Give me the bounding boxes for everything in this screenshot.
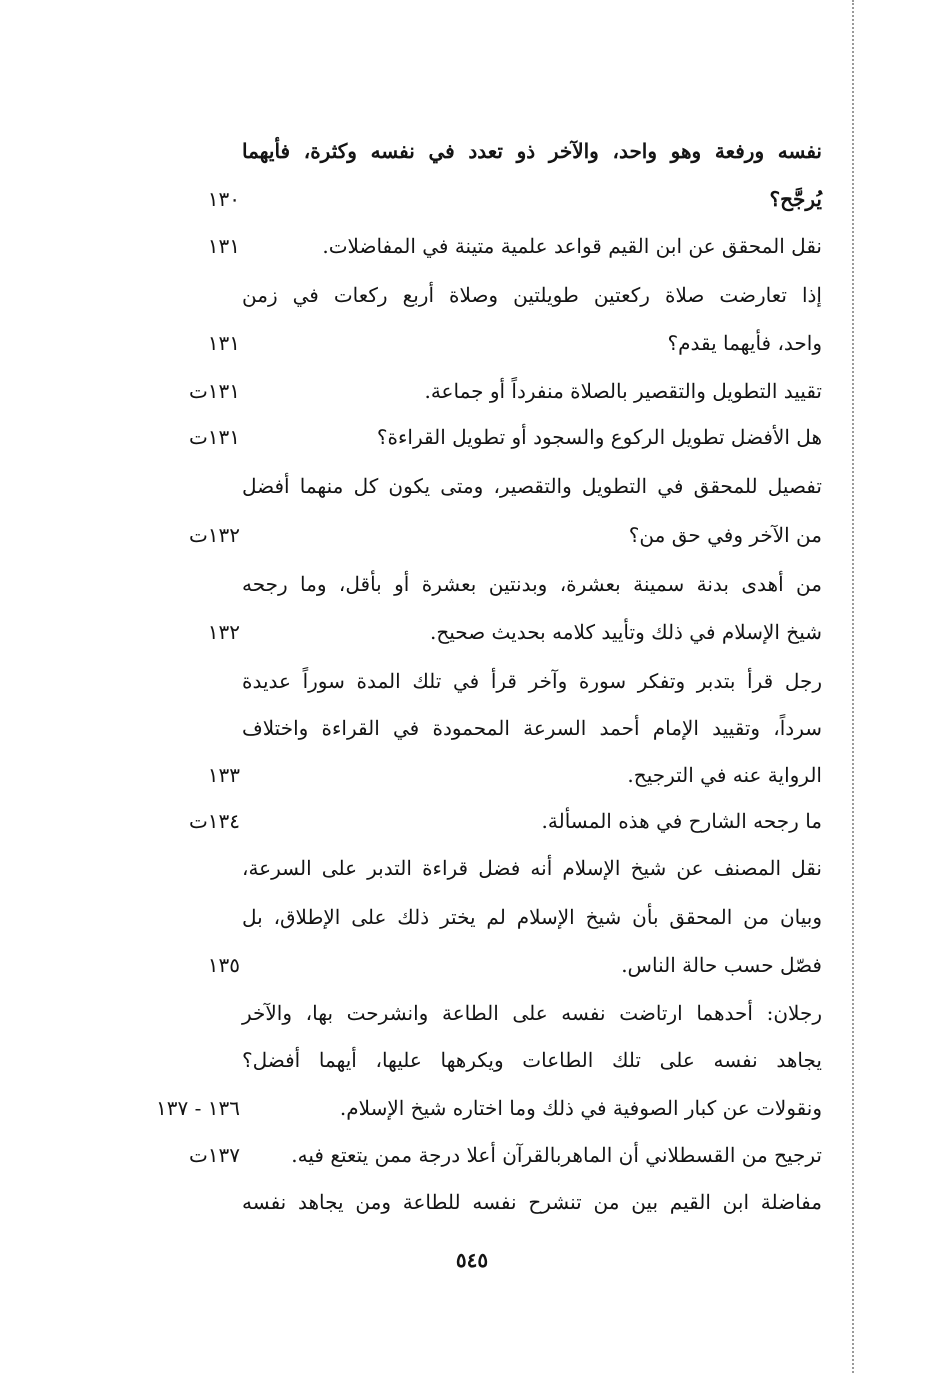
index-line-text: نقل المحقق عن ابن القيم قواعد علمية متينة في المفاضلات. xyxy=(322,234,822,258)
index-line-text: رجلان: أحدهما ارتاضت نفسه على الطاعة وانشرحت بها، والآخر xyxy=(242,1001,822,1025)
index-line xyxy=(0,988,944,1038)
index-line-text: من أهدى بدنة سمينة بعشرة، وبدنتين بعشرة أو بأقل، وما رجحه xyxy=(242,572,822,596)
index-line xyxy=(0,412,944,462)
index-page-ref: ١٣٢ت xyxy=(188,523,240,547)
index-line-text: فصّل حسب حالة الناس. xyxy=(621,953,822,977)
index-line-text: رجل قرأ بتدبر وتفكر سورة وآخر قرأ في تلك المدة سوراً عديدة xyxy=(242,669,822,693)
index-line xyxy=(0,1177,944,1227)
index-line xyxy=(0,270,944,320)
index-line-text: واحد، فأيهما يقدم؟ xyxy=(667,331,822,355)
index-line xyxy=(0,750,944,800)
index-line xyxy=(0,607,944,657)
index-line-text: سرداً، وتقييد الإمام أحمد السرعة المحمودة في القراءة واختلاف xyxy=(242,716,822,740)
index-line-text: نقل المصنف عن شيخ الإسلام أنه فضل قراءة التدبر على السرعة، xyxy=(242,856,822,880)
index-line xyxy=(0,703,944,753)
index-line-text: إذا تعارضت صلاة ركعتين طويلتين وصلاة أربع ركعات في زمن xyxy=(242,283,822,307)
index-line xyxy=(0,940,944,990)
index-page-ref: ١٣١ xyxy=(207,331,240,355)
index-line-text: يُرجَّح؟ xyxy=(769,187,822,211)
index-line-text: من الآخر وفي حق من؟ xyxy=(628,523,822,547)
index-line-text: نفسه ورفعة وهو واحد، والآخر ذو تعدد في نفسه وكثرة، فأيهما xyxy=(242,139,822,163)
index-line xyxy=(0,366,944,416)
index-line-text: ترجيح من القسطلاني أن الماهربالقرآن أعلا درجة ممن يتعتع فيه. xyxy=(291,1143,822,1167)
index-line xyxy=(0,318,944,368)
index-line-text: تفصيل للمحقق في التطويل والتقصير، ومتى يكون كل منهما أفضل xyxy=(242,474,822,498)
index-line-text: تقييد التطويل والتقصير بالصلاة منفرداً أو جماعة. xyxy=(424,379,822,403)
index-page-ref: ١٣١ xyxy=(207,234,240,258)
index-page-ref: ١٣٦ - ١٣٧ xyxy=(156,1096,240,1120)
index-line xyxy=(0,126,944,176)
index-line xyxy=(0,461,944,511)
index-line-text: مفاضلة ابن القيم بين من تنشرح نفسه للطاعة ومن يجاهد نفسه xyxy=(242,1190,822,1214)
index-line xyxy=(0,892,944,942)
index-page-ref: ١٣٥ xyxy=(207,953,240,977)
index-page-ref: ١٣٢ xyxy=(207,620,240,644)
index-page-ref: ١٣٧ت xyxy=(188,1143,240,1167)
index-line xyxy=(0,1130,944,1180)
index-line xyxy=(0,656,944,706)
index-line xyxy=(0,510,944,560)
index-line xyxy=(0,843,944,893)
index-page-ref: ١٣٣ xyxy=(207,763,240,787)
index-page-ref: ١٣١ت xyxy=(188,425,240,449)
index-line-text: ما رجحه الشارح في هذه المسألة. xyxy=(541,809,822,833)
index-line-text: شيخ الإسلام في ذلك وتأييد كلامه بحديث صحيح. xyxy=(429,620,822,644)
index-line xyxy=(0,796,944,846)
index-line-text: ونقولات عن كبار الصوفية في ذلك وما اختاره شيخ الإسلام. xyxy=(339,1096,822,1120)
index-line-text: وبيان من المحقق بأن شيخ الإسلام لم يختر ذلك على الإطلاق، بل xyxy=(242,905,822,929)
index-line xyxy=(0,221,944,271)
index-line xyxy=(0,559,944,609)
index-line xyxy=(0,174,944,224)
index-line-text: هل الأفضل تطويل الركوع والسجود أو تطويل القراءة؟ xyxy=(376,425,822,449)
index-page-ref: ١٣٠ xyxy=(207,187,240,211)
index-page-ref: ١٣٤ت xyxy=(188,809,240,833)
index-line-text: يجاهد نفسه على تلك الطاعات ويكرهها عليها، أيهما أفضل؟ xyxy=(242,1048,822,1072)
index-line xyxy=(0,1035,944,1085)
page-number: ٥٤٥ xyxy=(455,1248,489,1272)
index-line xyxy=(0,1083,944,1133)
index-page-ref: ١٣١ت xyxy=(188,379,240,403)
index-line-text: الرواية عنه في الترجيح. xyxy=(627,763,822,787)
